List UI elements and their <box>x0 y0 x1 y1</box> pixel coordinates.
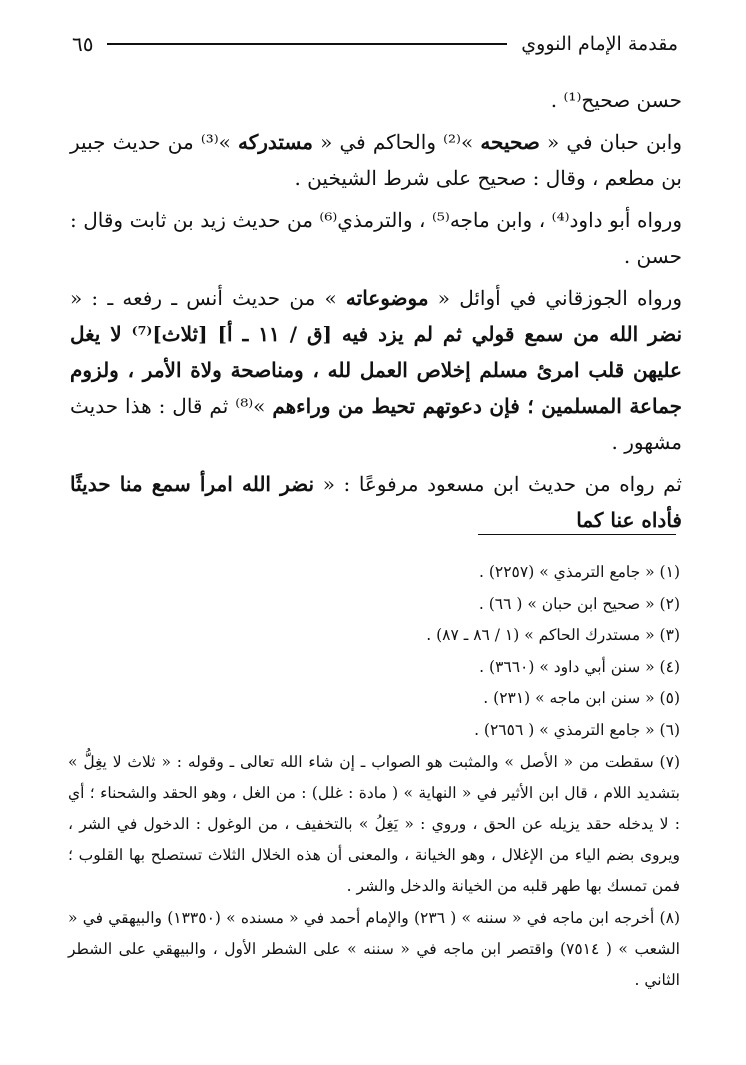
p5-hadith-text: نضر الله امرأ سمع منا حديثًا فأداه عنا كما <box>70 472 682 532</box>
p5-text-a: ثم رواه من حديث ابن مسعود مرفوعًا : « <box>314 472 682 496</box>
running-header <box>72 24 678 64</box>
page-number: ٦٥ <box>72 32 94 56</box>
footnote-1: (١) « جامع الترمذي » (٢٢٥٧) . <box>479 563 680 581</box>
footnote-7: (٧) سقطت من « الأصل » والمثبت هو الصواب ـ إن شاء الله تعالى ـ وقوله : « ثلاث لا يغِلُّ » بتشديد اللام ، قال ابن الأثير في « النهاية » ( مادة : غلل) : من الغل ، وهو الحقد والشحناء ؛ أي : لا يدخله حقد يزيله عن الحق ، وروي : « يَغِلُ » بالتخفيف ، من الوغول : الدخول في الشر ، ويروى بضم الياء من الإغلال ، وهو الخيانة ، والمعنى أن هذه الخلال الثلاث تستصلح بها القلوب ؛ فمن تمسك بها طهر قلبه من الخيانة والدخل والشر . <box>68 752 680 896</box>
footnote-2: (٢) « صحيح ابن حبان » ( ٦٦) . <box>478 594 680 613</box>
header-title: مقدمة الإمام النووي <box>521 33 678 55</box>
paragraph-5 <box>70 466 682 538</box>
p4-book-title: موضوعاته <box>345 286 429 310</box>
p2-text-c: »⁽²⁾ والحاكم في « <box>313 130 481 154</box>
p2-text-e: »⁽³⁾ من حديث جبير بن مطعم ، وقال : صحيح على شرط الشيخين . <box>70 130 682 190</box>
p4-text-e: »⁽⁸⁾ ثم قال : هذا حديث مشهور . <box>70 394 682 454</box>
paragraph-3 <box>70 202 682 274</box>
header-rule <box>107 43 507 45</box>
footnote-5: (٥) « سنن ابن ماجه » (٢٣١) . <box>483 689 680 708</box>
footnote-3: (٣) « مستدرك الحاكم » (١ / ٨٦ ـ ٨٧) . <box>426 626 680 645</box>
footnote-4: (٤) « سنن أبي داود » (٣٦٦٠) . <box>479 657 680 676</box>
p2-book-title: صحيحه <box>480 130 540 154</box>
paragraph-2 <box>70 124 682 196</box>
p4-text-a: ورواه الجوزقاني في أوائل « <box>428 286 682 310</box>
p2-text-a: وابن حبان في « <box>539 130 682 154</box>
paragraph-1-text: حسن صحيح⁽¹⁾ . <box>550 88 682 112</box>
footnote-8: (٨) أخرجه ابن ماجه في « سننه » ( ٢٣٦) والإمام أحمد في « مسنده » (١٣٣٥٠) والبيهقي في « الشعب » ( ٧٥١٤) واقتصر ابن ماجه في « سننه » على الشطر الأول ، والبيهقي على الشطر الثاني . <box>68 908 680 989</box>
footnote-separator <box>478 534 676 535</box>
paragraph-3-text: ورواه أبو داود⁽⁴⁾ ، وابن ماجه⁽⁵⁾ ، والترمذي⁽⁶⁾ من حديث زيد بن ثابت وقال : حسن . <box>70 208 682 268</box>
footnote-6: (٦) « جامع الترمذي » ( ٢٦٥٦) . <box>474 720 680 739</box>
p2-book-title-2: مستدركه <box>238 130 314 154</box>
footnotes <box>68 557 680 996</box>
p4-hadith-text: نضر الله من سمع قولي ثم لم يزد فيه [ق / ١١ ـ أ] [ثلاث]⁽⁷⁾ لا يغل عليهن قلب امرئ مسلم إخلاص العمل لله ، ومناصحة ولاة الأمر ، ولزوم جماعة المسلمين ؛ فإن دعوتهم تحيط من وراءهم <box>70 322 683 418</box>
main-text <box>70 82 682 544</box>
paragraph-1 <box>70 82 682 118</box>
paragraph-4 <box>70 280 682 460</box>
p4-text-c: » من حديث أنس ـ رفعه ـ : « <box>70 286 346 310</box>
